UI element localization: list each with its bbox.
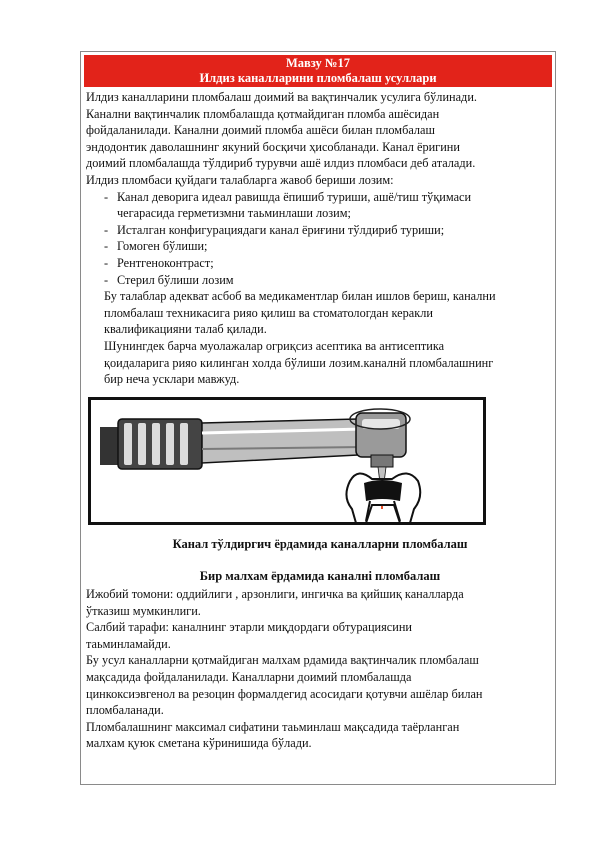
text-line: ўтказиш мумкинлиги. <box>86 603 201 618</box>
list-item <box>86 255 554 272</box>
list-dash: - <box>104 272 109 287</box>
text-line: пломбалаш техникасига рияо қилиш ва стоматологдан керакли <box>104 305 433 320</box>
figure-caption: Канал тўлдиргич ёрдамида каналларни пломбалаш <box>172 537 468 551</box>
topic-number: Мавзу №17 <box>286 56 350 70</box>
section-title: Бир малхам ёрдамида каналнi пломбалаш <box>199 569 441 583</box>
text-line: Илдиз каналларини пломбалаш доимий ва вақтинчалик усулига бўлинади. <box>86 90 477 104</box>
list-item <box>86 238 554 255</box>
text-line: Канал деворига идеал равишда ёпишиб туриши, ашё/тиш тўқимаси <box>117 189 472 204</box>
text-line: Салбий тарафи: каналнинг этарли миқдордаги обтурациясини <box>86 620 412 635</box>
text-line: квалификацияни талаб қилади. <box>104 322 267 337</box>
text-line: доимий пломбалашда тўлдириб турувчи ашё илдиз пломбаси деб аталади. <box>86 156 476 171</box>
text-line: бир неча усклари мавжуд. <box>104 372 240 387</box>
list-item <box>86 272 554 289</box>
text-line: Стерил бўлиши лозим <box>117 272 234 287</box>
topic-header <box>84 55 552 87</box>
text-line: Илдиз пломбаси қуйдаги талабларга жавоб бериши лозим: <box>86 172 394 187</box>
text-line: Рентгеноконтраст; <box>117 255 214 270</box>
handpiece-illustration <box>88 397 486 525</box>
text-line: эндодонтик даволашнинг якуний босқичи ҳисобланади. Канал ёригини <box>86 139 460 154</box>
text-line: таьминламайди. <box>86 636 171 651</box>
list-dash: - <box>104 255 109 270</box>
list-item <box>86 222 554 239</box>
text-line: Ижобий томони: оддийлиги , арзонлиги, ингичка ва қийшиқ каналларда <box>86 587 464 601</box>
text-line: пломбаланади. <box>86 703 164 718</box>
list-item <box>86 189 554 222</box>
text-line: чегарасида герметизмни таьминлаши лозим; <box>117 206 351 221</box>
text-line: цинкоксиэвгенол ва резоцин формалдегид асосидаги қотувчи ашёлар билан <box>86 686 483 701</box>
requirements-list <box>86 189 554 289</box>
text-line: Гомоген бўлиши; <box>117 239 208 254</box>
after-list-paragraph <box>86 288 554 388</box>
text-line: малхам қуюк сметана кўринишида бўлади. <box>86 736 312 751</box>
list-dash: - <box>104 189 109 204</box>
text-line: мақсадида фойдаланилади. Каналларни доимий пломбалашда <box>86 669 412 684</box>
text-line: фойдаланилади. Канални доимий пломба ашёси билан пломбалаш <box>86 123 435 138</box>
text-line: қоидаларига рияо килинган холда бўлиши лозим.каналнй пломбалашнинг <box>104 355 494 370</box>
topic-title: Илдиз каналларини пломбалаш усуллари <box>199 71 437 85</box>
text-line: Бу усул каналларни қотмайдиган малхам рдамида вақтинчалик пломбалаш <box>86 653 479 668</box>
list-dash: - <box>104 222 109 237</box>
handpiece-tooth-icon <box>88 397 486 525</box>
list-dash: - <box>104 239 109 254</box>
method-description <box>86 586 554 752</box>
text-line: Канални вақтинчалик пломбалашда қотмайдиган пломба ашёсидан <box>86 106 440 121</box>
text-line: Бу талаблар адекват асбоб ва медикаментлар билан ишлов бериш, канални <box>104 289 496 304</box>
intro-paragraph <box>86 89 554 189</box>
text-line: Шунингдек барча муолажалар огриқсиз асептика ва антисептика <box>104 338 445 353</box>
main-text <box>86 89 554 388</box>
text-line: Исталган конфигурациядаги канал ёриғини тўлдириб туриши; <box>117 222 445 237</box>
text-line: Пломбалашнинг максимал сифатини таьминлаш мақсадида таёрланган <box>86 719 460 734</box>
